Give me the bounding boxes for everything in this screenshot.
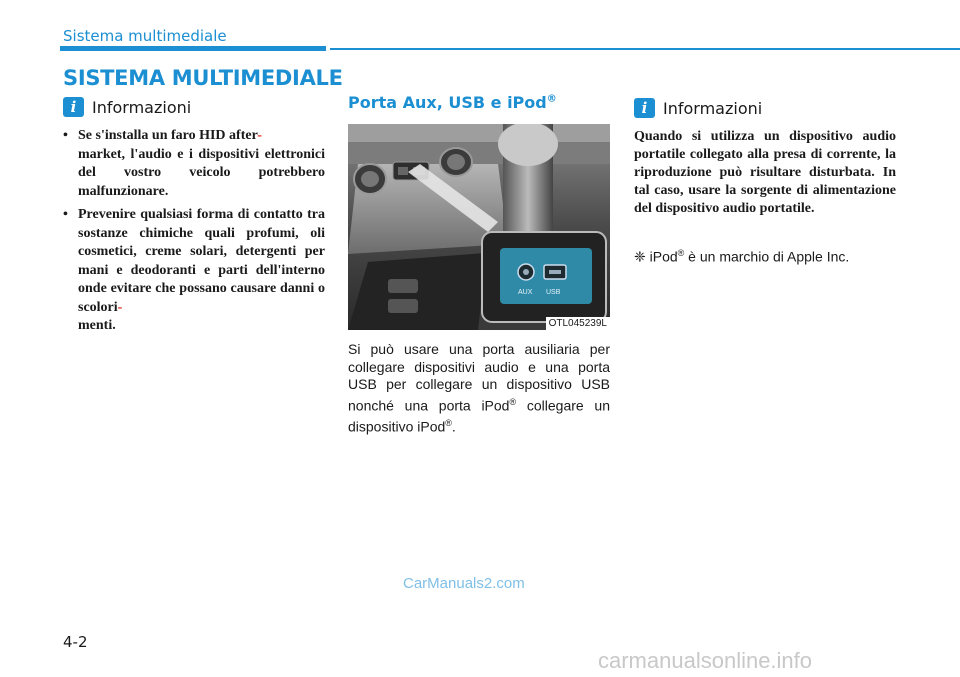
console-illustration [348, 124, 610, 330]
right-info-heading [634, 98, 762, 118]
ports-description: Si può usare una porta ausiliaria per collegare dispositivi audio e una porta USB per collegare un dispositivo USB nonché una porta iPod® collegare un dispositivo iPod®. [348, 341, 610, 435]
info-label: Informazioni [92, 97, 192, 117]
header-rule-thick [60, 46, 326, 51]
bullet-item: • Se s'installa un faro HID after- market, l'audio e i dispositivi elettronici del vostro veicolo potrebbero malfunzionare. [63, 127, 325, 201]
bullet-item: • Prevenire qualsiasi forma di contatto tra sostanze chimiche quali profumi, oli cosmetici, creme solari, detergenti per mani e deodoranti e parti dell'interno onde evitare che possano causare danni o scolori- menti. [63, 206, 325, 336]
usb-label: USB [546, 289, 561, 296]
ports-title: Porta Aux, USB e iPod® [348, 93, 557, 112]
info-label: Informazioni [663, 98, 763, 118]
info-icon: i [634, 98, 655, 118]
left-info-heading [63, 97, 191, 117]
image-code: OTL045239L [546, 317, 610, 330]
carmanuals-watermark: CarManuals2.com [403, 575, 525, 592]
header-rule-thin [330, 48, 960, 50]
hyphen-mark: - [257, 128, 262, 143]
note-symbol-icon: ❈ [634, 248, 646, 265]
section-title: SISTEMA MULTIMEDIALE [63, 66, 343, 90]
info-bullet-list [63, 127, 325, 341]
aux-label: AUX [518, 289, 533, 296]
running-header: Sistema multimediale [63, 27, 227, 45]
info-icon: i [63, 97, 84, 117]
page-number: 4-2 [63, 633, 88, 651]
site-watermark: carmanualsonline.info [598, 648, 813, 673]
trademark-note: ❈ iPod® è un marchio di Apple Inc. [634, 248, 850, 265]
info-paragraph: Quando si utilizza un dispositivo audio portatile collegato alla presa di corrente, la riproduzione può risultare disturbata. In tal caso, usare la sorgente di alimentazione del dispositivo audio portatile. [634, 129, 896, 216]
ports-photo [348, 124, 610, 330]
hyphen-mark: - [117, 299, 123, 315]
